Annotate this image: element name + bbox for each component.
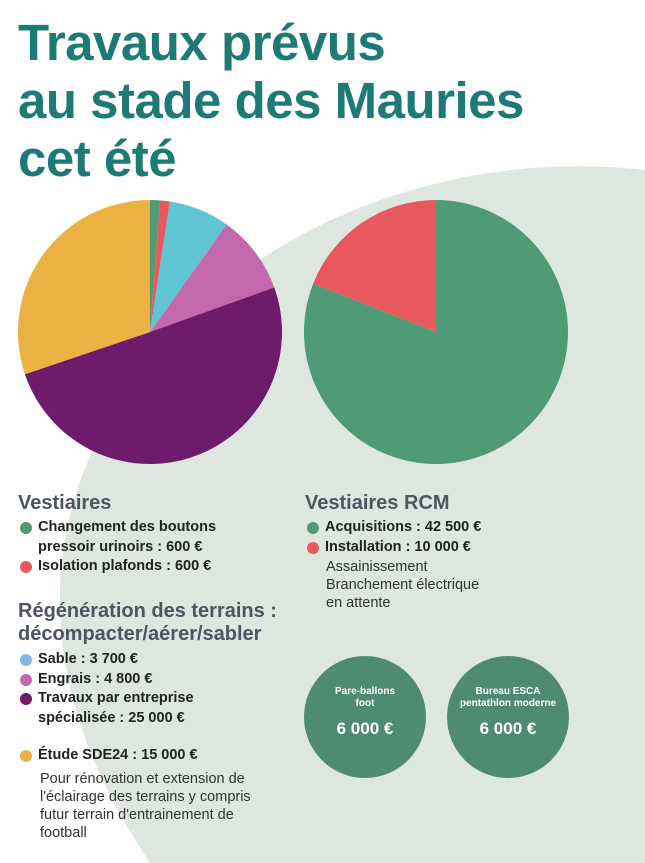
note-line: l'éclairage des terrains y compris [40, 789, 251, 805]
title-line-1: Travaux prévus [18, 14, 386, 71]
page-title [18, 14, 524, 188]
list-item [18, 518, 288, 557]
rcm-heading: Vestiaires RCM [305, 492, 450, 514]
item-text: Acquisitions : 42 500 € [325, 519, 482, 535]
item-text: Isolation plafonds : 600 € [38, 558, 212, 574]
etude-note [40, 770, 290, 842]
budget-circle-bureau-esca [447, 656, 569, 778]
regeneration-heading [18, 600, 277, 646]
circle-label: Pare-ballons foot [334, 686, 396, 709]
list-item [18, 746, 288, 766]
list-item [18, 689, 288, 728]
title-line-3: cet été [18, 130, 177, 187]
legend-dot [20, 750, 32, 762]
legend-dot [20, 561, 32, 573]
item-text: spécialisée : 25 000 € [38, 709, 185, 726]
list-item [18, 557, 288, 577]
note-line: football [40, 825, 87, 841]
vestiaires-list [18, 518, 288, 577]
title-line-2: au stade des Mauries [18, 72, 524, 129]
legend-dot [20, 693, 32, 705]
item-text: pressoir urinoirs : 600 € [38, 538, 203, 555]
vestiaires-heading: Vestiaires [18, 492, 112, 514]
rcm-note [326, 558, 586, 612]
regeneration-list [18, 650, 288, 728]
item-text: Changement des boutons [38, 519, 217, 535]
item-text: Étude SDE24 : 15 000 € [38, 747, 198, 763]
legend-dot [307, 522, 319, 534]
list-item [18, 670, 288, 690]
rcm-list [305, 518, 605, 557]
note-line: futur terrain d'entrainement de [40, 807, 234, 823]
note-line: Assainissement [326, 559, 428, 575]
list-item [18, 650, 288, 670]
item-text: Installation : 10 000 € [325, 538, 471, 555]
legend-dot [20, 654, 32, 666]
legend-dot [20, 674, 32, 686]
legend-dot [307, 542, 319, 554]
circle-amount: 6 000 € [479, 719, 537, 738]
item-text: Sable : 3 700 € [38, 651, 138, 667]
item-text: Travaux par entreprise [38, 690, 194, 706]
pie-chart-vestiaires-terrains [16, 198, 284, 466]
list-item [305, 518, 605, 538]
etude-list [18, 746, 288, 766]
note-line: en attente [326, 595, 391, 611]
regeneration-heading-line-1: Régénération des terrains : [18, 600, 277, 622]
circle-amount: 6 000 € [336, 719, 394, 738]
list-item [305, 538, 605, 558]
budget-circle-pare-ballons [304, 656, 426, 778]
note-line: Branchement électrique [326, 577, 480, 593]
pie-chart-vestiaires-rcm [302, 198, 570, 466]
circle-label: Bureau ESCA pentathlon moderne [459, 686, 557, 709]
note-line: Pour rénovation et extension de [40, 771, 245, 787]
item-text: Engrais : 4 800 € [38, 670, 153, 687]
legend-dot [20, 522, 32, 534]
regeneration-heading-line-2: décompacter/aérer/sabler [18, 623, 262, 645]
